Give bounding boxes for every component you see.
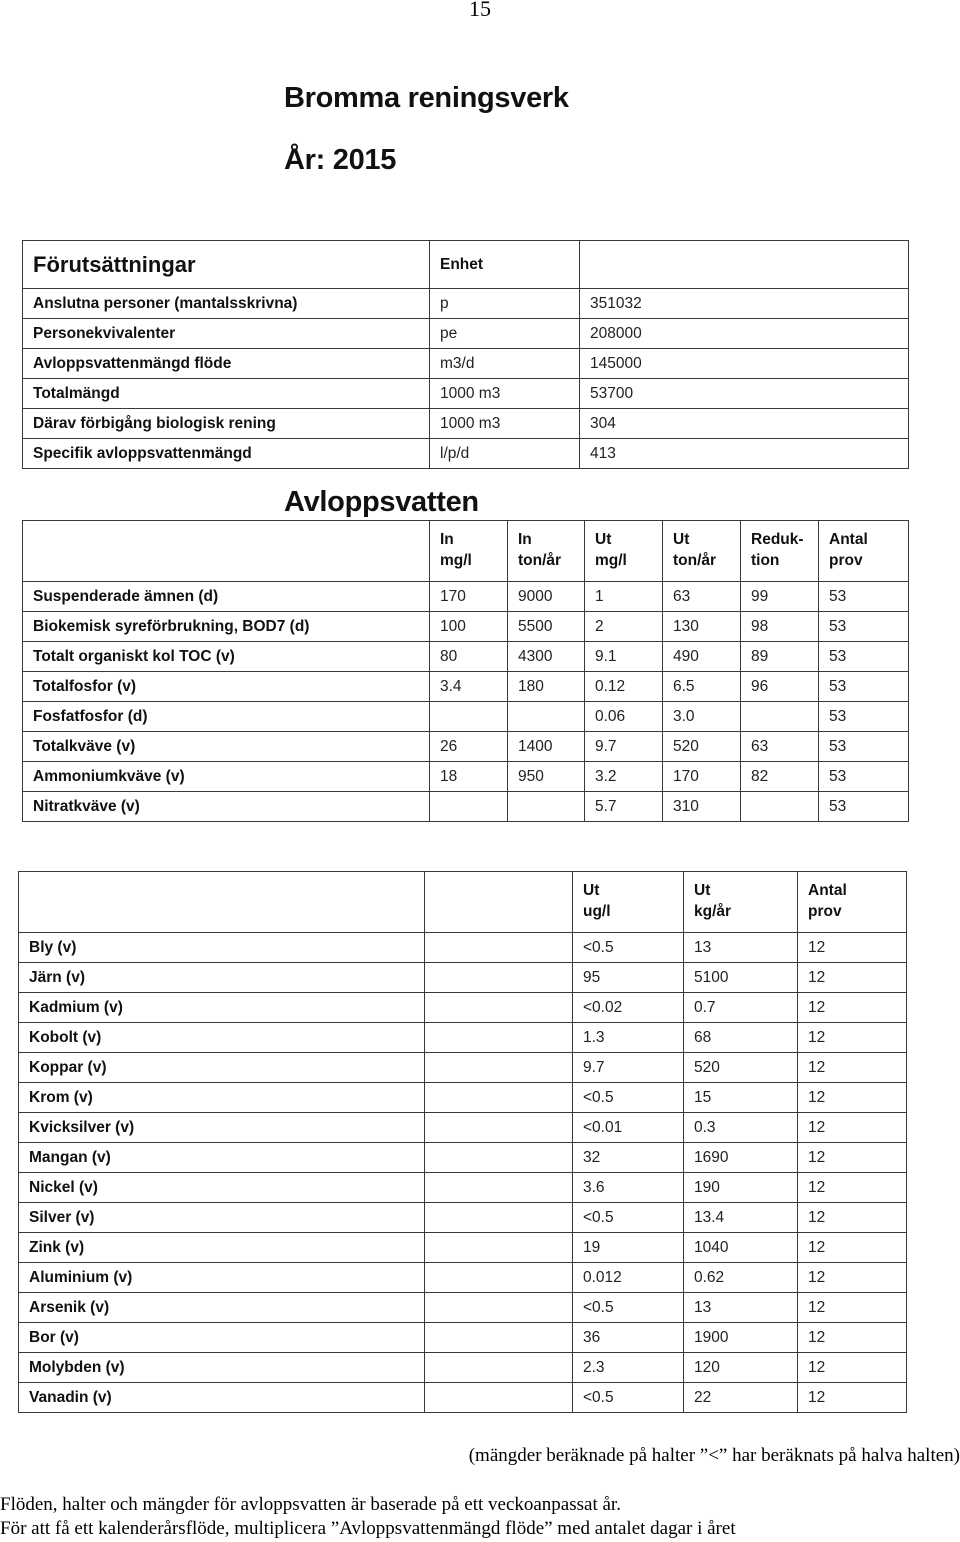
value-cell [425, 1383, 573, 1413]
wastewater-column-header-line-2: mg/l [440, 552, 472, 569]
value-cell: 96 [741, 672, 819, 702]
value-cell [425, 963, 573, 993]
value-cell: 0.06 [585, 702, 663, 732]
wastewater-column-header [23, 521, 430, 582]
wastewater-column-header [663, 521, 741, 582]
row-label: Fosfatfosfor (d) [23, 702, 430, 732]
value-cell [425, 1203, 573, 1233]
value-cell: 208000 [580, 319, 909, 349]
value-cell: 520 [684, 1053, 798, 1083]
table-row [19, 993, 907, 1023]
table-row [19, 1233, 907, 1263]
prerequisites-table [22, 240, 909, 469]
table-row [19, 1293, 907, 1323]
value-cell [425, 1323, 573, 1353]
metals-column-header [19, 872, 425, 933]
value-cell: 12 [798, 1173, 907, 1203]
value-cell [508, 702, 585, 732]
value-cell: 95 [573, 963, 684, 993]
wastewater-title: Avloppsvatten [284, 486, 479, 518]
value-cell: 53 [819, 792, 909, 822]
table-row [19, 1323, 907, 1353]
value-cell: 12 [798, 1383, 907, 1413]
value-cell: 13 [684, 1293, 798, 1323]
value-cell [430, 792, 508, 822]
row-label: Vanadin (v) [19, 1383, 425, 1413]
value-cell: 2.3 [573, 1353, 684, 1383]
metals-table [18, 871, 907, 1413]
value-cell: 0.12 [585, 672, 663, 702]
metals-column-header [573, 872, 684, 933]
value-cell: 490 [663, 642, 741, 672]
value-cell: 3.6 [573, 1173, 684, 1203]
table-row [23, 439, 909, 469]
value-cell: <0.5 [573, 933, 684, 963]
value-cell: 53 [819, 612, 909, 642]
wastewater-column-header-line-2: tion [751, 552, 780, 569]
value-cell: 32 [573, 1143, 684, 1173]
value-cell: 9.1 [585, 642, 663, 672]
value-cell: 99 [741, 582, 819, 612]
value-cell: 1690 [684, 1143, 798, 1173]
value-cell: 9.7 [585, 732, 663, 762]
value-cell: 53 [819, 672, 909, 702]
value-cell [425, 1023, 573, 1053]
value-cell: 53700 [580, 379, 909, 409]
value-cell: 12 [798, 963, 907, 993]
table-row [23, 762, 909, 792]
row-label: Bor (v) [19, 1323, 425, 1353]
table-row [23, 409, 909, 439]
row-label: Kvicksilver (v) [19, 1113, 425, 1143]
wastewater-header-row [23, 521, 909, 582]
half-value-note: (mängder beräknade på halter ”<” har beräknats på halva halten) [468, 1445, 960, 1466]
value-cell: 0.012 [573, 1263, 684, 1293]
wastewater-column-header [819, 521, 909, 582]
table-row [19, 1053, 907, 1083]
value-cell: 80 [430, 642, 508, 672]
value-cell: 3.4 [430, 672, 508, 702]
value-cell: 351032 [580, 289, 909, 319]
prerequisites-header-row [23, 241, 909, 289]
value-cell: 5500 [508, 612, 585, 642]
table-row [23, 582, 909, 612]
value-cell: 1040 [684, 1233, 798, 1263]
wastewater-table [22, 520, 909, 822]
metals-column-header [425, 872, 573, 933]
table-row [23, 289, 909, 319]
table-row [19, 1173, 907, 1203]
value-cell: 190 [684, 1173, 798, 1203]
value-cell: <0.5 [573, 1293, 684, 1323]
value-cell: 63 [663, 582, 741, 612]
metals-header-row [19, 872, 907, 933]
value-cell: 950 [508, 762, 585, 792]
wastewater-column-header [508, 521, 585, 582]
row-label: Nitratkväve (v) [23, 792, 430, 822]
value-cell: 53 [819, 702, 909, 732]
table-row [19, 1263, 907, 1293]
value-cell: 145000 [580, 349, 909, 379]
wastewater-column-header-line-1: Reduk- [751, 531, 804, 548]
value-cell [425, 1053, 573, 1083]
unit-cell: m3/d [430, 349, 580, 379]
wastewater-column-header [585, 521, 663, 582]
metals-column-header-line-2: kg/år [694, 903, 732, 920]
value-cell [425, 933, 573, 963]
year-label: År: 2015 [284, 144, 397, 176]
row-label: Suspenderade ämnen (d) [23, 582, 430, 612]
value-cell: <0.02 [573, 993, 684, 1023]
value-cell: 170 [663, 762, 741, 792]
table-row [19, 963, 907, 993]
row-label: Kadmium (v) [19, 993, 425, 1023]
value-cell [430, 702, 508, 732]
row-label: Mangan (v) [19, 1143, 425, 1173]
value-cell: 12 [798, 1113, 907, 1143]
page-title: Bromma reningsverk [284, 82, 569, 114]
unit-cell: l/p/d [430, 439, 580, 469]
wastewater-column-header-line-2: mg/l [595, 552, 627, 569]
metals-column-header-line-2: prov [808, 903, 842, 920]
value-cell: 26 [430, 732, 508, 762]
row-label: Specifik avloppsvattenmängd [23, 439, 430, 469]
prerequisites-heading: Förutsättningar [23, 241, 430, 289]
row-label: Anslutna personer (mantalsskrivna) [23, 289, 430, 319]
table-row [19, 1113, 907, 1143]
table-row [19, 1203, 907, 1233]
value-cell: 12 [798, 993, 907, 1023]
value-cell: 4300 [508, 642, 585, 672]
table-row [19, 933, 907, 963]
value-cell: 0.3 [684, 1113, 798, 1143]
value-cell: 1 [585, 582, 663, 612]
value-cell: 9.7 [573, 1053, 684, 1083]
value-cell: 15 [684, 1083, 798, 1113]
value-cell: 0.62 [684, 1263, 798, 1293]
row-label: Totalfosfor (v) [23, 672, 430, 702]
value-cell: 89 [741, 642, 819, 672]
metals-column-header [798, 872, 907, 933]
value-cell: 13.4 [684, 1203, 798, 1233]
value-cell: 12 [798, 1263, 907, 1293]
wastewater-column-header-line-2: ton/år [673, 552, 717, 569]
row-label: Molybden (v) [19, 1353, 425, 1383]
table-row [23, 612, 909, 642]
value-cell [425, 1353, 573, 1383]
table-row [19, 1383, 907, 1413]
value-cell: 12 [798, 1353, 907, 1383]
value-cell: 12 [798, 1143, 907, 1173]
value-cell: <0.5 [573, 1203, 684, 1233]
unit-heading: Enhet [430, 241, 580, 289]
table-row [23, 319, 909, 349]
unit-cell: p [430, 289, 580, 319]
value-cell: 100 [430, 612, 508, 642]
table-row [19, 1023, 907, 1053]
value-cell: 5100 [684, 963, 798, 993]
value-cell [508, 792, 585, 822]
value-cell: 304 [580, 409, 909, 439]
value-cell: 12 [798, 933, 907, 963]
value-cell: 12 [798, 1083, 907, 1113]
value-cell: 12 [798, 1023, 907, 1053]
footnote-line-1: Flöden, halter och mängder för avloppsvatten är baserade på ett veckoanpassat år. [0, 1494, 621, 1515]
value-cell: 120 [684, 1353, 798, 1383]
table-row [23, 792, 909, 822]
row-label: Avloppsvattenmängd flöde [23, 349, 430, 379]
row-label: Biokemisk syreförbrukning, BOD7 (d) [23, 612, 430, 642]
value-cell: 3.2 [585, 762, 663, 792]
row-label: Därav förbigång biologisk rening [23, 409, 430, 439]
table-row [23, 672, 909, 702]
row-label: Aluminium (v) [19, 1263, 425, 1293]
wastewater-column-header [430, 521, 508, 582]
value-heading [580, 241, 909, 289]
value-cell [425, 1233, 573, 1263]
value-cell [425, 993, 573, 1023]
value-cell: 1400 [508, 732, 585, 762]
value-cell: 9000 [508, 582, 585, 612]
wastewater-column-header-line-2: prov [829, 552, 863, 569]
value-cell: 180 [508, 672, 585, 702]
metals-column-header [684, 872, 798, 933]
value-cell: 53 [819, 732, 909, 762]
value-cell: <0.01 [573, 1113, 684, 1143]
metals-column-header-line-2: ug/l [583, 903, 611, 920]
value-cell: 63 [741, 732, 819, 762]
value-cell [425, 1293, 573, 1323]
table-row [23, 642, 909, 672]
row-label: Zink (v) [19, 1233, 425, 1263]
value-cell: 53 [819, 582, 909, 612]
value-cell: 53 [819, 642, 909, 672]
value-cell: 1.3 [573, 1023, 684, 1053]
row-label: Totalt organiskt kol TOC (v) [23, 642, 430, 672]
value-cell: 2 [585, 612, 663, 642]
value-cell: 22 [684, 1383, 798, 1413]
metals-column-header-line-1: Ut [694, 882, 711, 899]
table-row [19, 1143, 907, 1173]
table-row [23, 379, 909, 409]
value-cell: 12 [798, 1053, 907, 1083]
row-label: Krom (v) [19, 1083, 425, 1113]
value-cell: 3.0 [663, 702, 741, 732]
value-cell: 18 [430, 762, 508, 792]
value-cell: 6.5 [663, 672, 741, 702]
value-cell: 5.7 [585, 792, 663, 822]
row-label: Nickel (v) [19, 1173, 425, 1203]
unit-cell: 1000 m3 [430, 409, 580, 439]
value-cell: 170 [430, 582, 508, 612]
value-cell: 53 [819, 762, 909, 792]
value-cell: 13 [684, 933, 798, 963]
value-cell: 1900 [684, 1323, 798, 1353]
value-cell [741, 792, 819, 822]
value-cell: 130 [663, 612, 741, 642]
row-label: Bly (v) [19, 933, 425, 963]
table-row [19, 1083, 907, 1113]
table-row [19, 1353, 907, 1383]
wastewater-column-header-line-1: In [518, 531, 532, 548]
value-cell: 12 [798, 1203, 907, 1233]
row-label: Totalmängd [23, 379, 430, 409]
value-cell: <0.5 [573, 1383, 684, 1413]
metals-column-header-line-1: Antal [808, 882, 847, 899]
value-cell: 98 [741, 612, 819, 642]
value-cell [425, 1263, 573, 1293]
value-cell [425, 1113, 573, 1143]
value-cell: 36 [573, 1323, 684, 1353]
page-number: 15 [469, 0, 491, 21]
wastewater-column-header-line-1: Antal [829, 531, 868, 548]
row-label: Koppar (v) [19, 1053, 425, 1083]
row-label: Ammoniumkväve (v) [23, 762, 430, 792]
value-cell: 19 [573, 1233, 684, 1263]
unit-cell: 1000 m3 [430, 379, 580, 409]
value-cell: 68 [684, 1023, 798, 1053]
value-cell: 12 [798, 1293, 907, 1323]
value-cell: 0.7 [684, 993, 798, 1023]
row-label: Arsenik (v) [19, 1293, 425, 1323]
row-label: Personekvivalenter [23, 319, 430, 349]
value-cell: 520 [663, 732, 741, 762]
value-cell [425, 1173, 573, 1203]
value-cell: 12 [798, 1323, 907, 1353]
value-cell: 12 [798, 1233, 907, 1263]
unit-cell: pe [430, 319, 580, 349]
wastewater-column-header-line-1: In [440, 531, 454, 548]
table-row [23, 732, 909, 762]
value-cell: 310 [663, 792, 741, 822]
wastewater-column-header-line-1: Ut [673, 531, 690, 548]
metals-column-header-line-1: Ut [583, 882, 600, 899]
footnote-line-2: För att få ett kalenderårsflöde, multiplicera ”Avloppsvattenmängd flöde” med antalet dagar i året [0, 1518, 736, 1539]
wastewater-column-header [741, 521, 819, 582]
wastewater-column-header-line-2: ton/år [518, 552, 562, 569]
value-cell [425, 1143, 573, 1173]
value-cell: 413 [580, 439, 909, 469]
table-row [23, 349, 909, 379]
value-cell: <0.5 [573, 1083, 684, 1113]
value-cell [425, 1083, 573, 1113]
row-label: Silver (v) [19, 1203, 425, 1233]
value-cell: 82 [741, 762, 819, 792]
wastewater-column-header-line-1: Ut [595, 531, 612, 548]
value-cell [741, 702, 819, 732]
row-label: Kobolt (v) [19, 1023, 425, 1053]
table-row [23, 702, 909, 732]
row-label: Totalkväve (v) [23, 732, 430, 762]
row-label: Järn (v) [19, 963, 425, 993]
